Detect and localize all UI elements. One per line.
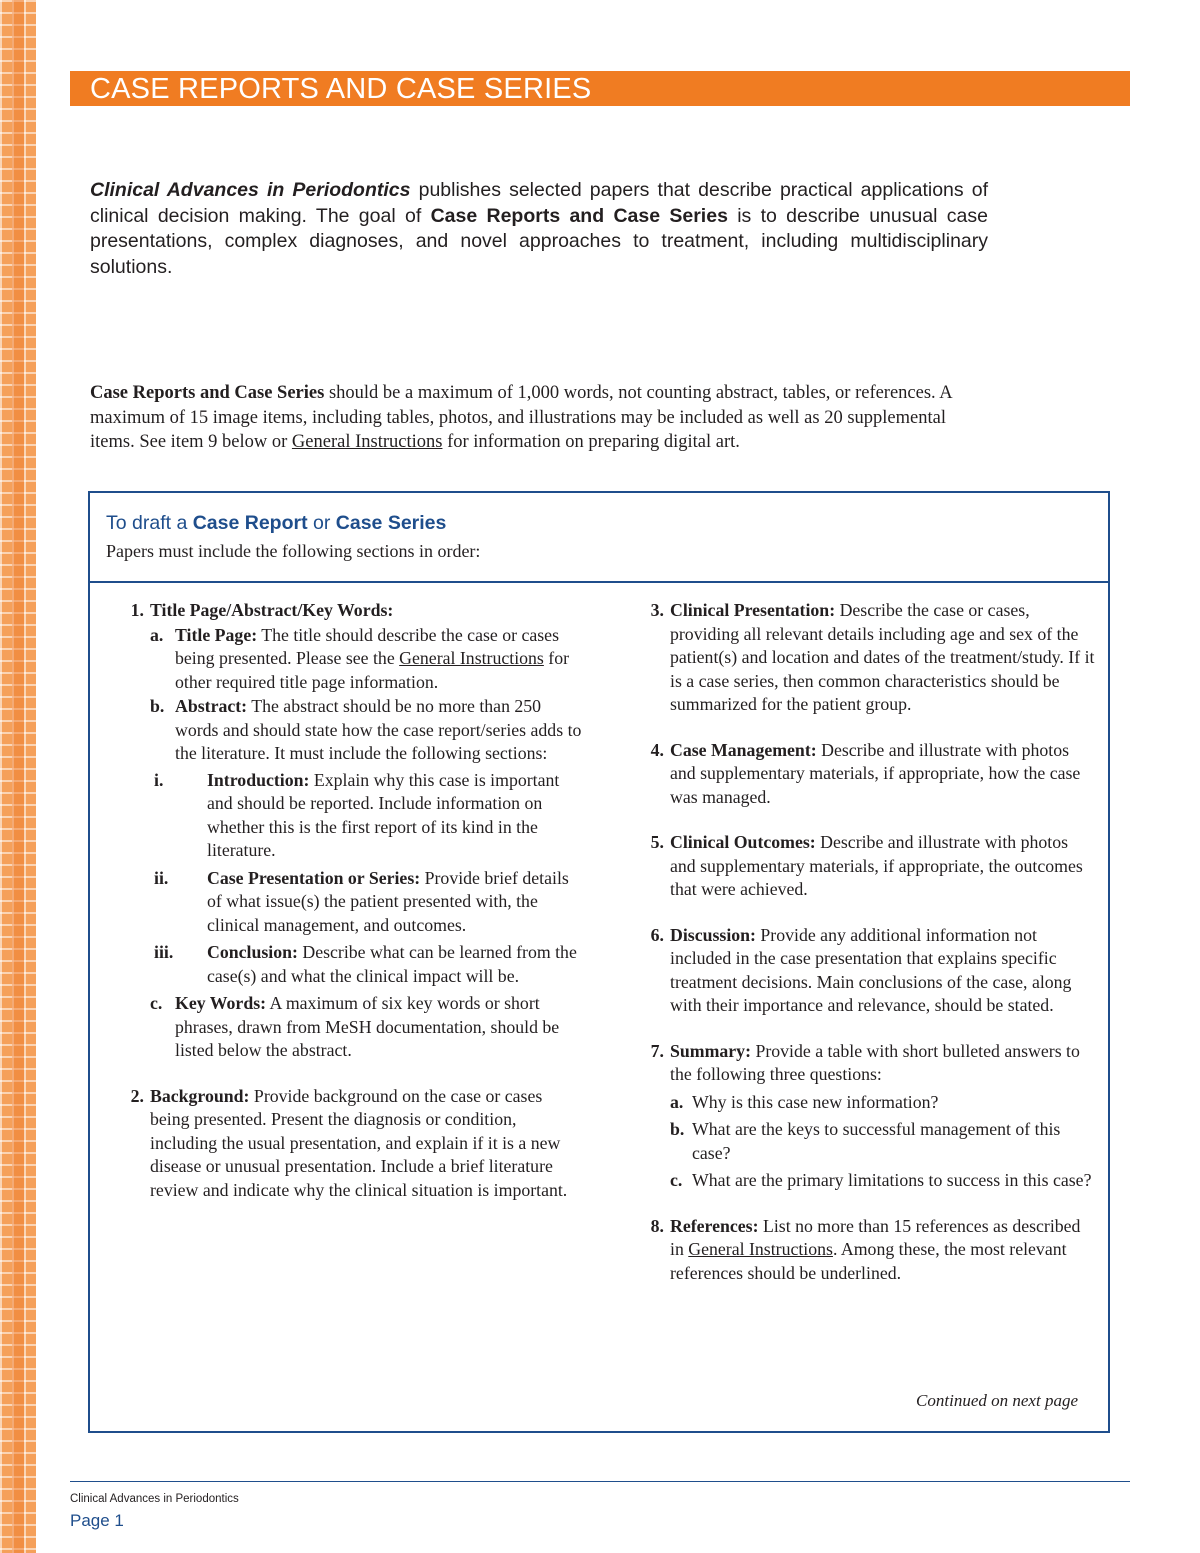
intro-bold-1: Case Reports and Case Series	[430, 204, 728, 227]
section-text: Provide background on the case or cases being presented. Present the diagnosis or condition, including the usual presentation, and explain if it is a new disease or unusual presentation. Include a brief literature review and indicate why the clinical situation is important.	[150, 1085, 568, 1200]
intro-text-1: publishes selected papers that describe practical applications of clinical decision making. The goal of	[90, 179, 989, 227]
intro-paragraph	[90, 178, 988, 280]
subsection-label: Abstract:	[175, 696, 248, 716]
section-label: Case Management:	[670, 739, 817, 760]
subsection-letter: c.	[150, 993, 163, 1013]
section-references	[626, 1215, 1096, 1286]
limits-text-1: should be a maximum of 1,000 words, not counting abstract, tables, or references. A maximum of 15 image items, including tables, photos, and illustrations may be included as well as 20 supplemental items. See item 9 below or	[90, 383, 952, 452]
section-text: Provide a table with short bulleted answers to the following three questions:	[670, 1040, 1080, 1084]
abstract-part-text: Provide brief details of what issue(s) the patient presented with, the clinical management, and outcomes.	[207, 867, 569, 935]
decorative-side-strip	[0, 0, 36, 1553]
header-bar	[70, 71, 1130, 106]
box-header	[90, 493, 1108, 583]
section-text-1: List no more than 15 references as described in	[670, 1215, 1081, 1259]
section-text-2: . Among these, the most relevant references should be underlined.	[670, 1239, 1067, 1283]
subsection-text: The abstract should be no more than 250 words and should state how the case report/series adds to the literature. It must include the following sections:	[175, 696, 582, 763]
question-text: Why is this case new information?	[692, 1091, 939, 1112]
box-title-2: or	[307, 512, 336, 534]
section-summary	[626, 1040, 1096, 1193]
roman-numeral: ii.	[154, 867, 169, 888]
general-instructions-link[interactable]: General Instructions	[291, 432, 443, 452]
section-text: Describe the case or cases, providing all relevant details including age and sex of the patient(s) and location and dates of the treatment/study. If it is a case series, then common characteristics should be summarized for the patient group.	[670, 600, 1095, 714]
abstract-part-text: Explain why this case is important and should be reported. Include information on whether this is the first report of its kind in the literature.	[207, 769, 560, 860]
question-text: What are the keys to successful management of this case?	[692, 1119, 1061, 1163]
section-number: 4.	[650, 739, 664, 760]
abstract-case-presentation	[150, 867, 586, 938]
section-clinical-outcomes	[626, 831, 1096, 902]
section-text: Describe and illustrate with photos and supplementary materials, if appropriate, how the case was managed.	[670, 739, 1081, 807]
question-text: What are the primary limitations to success in this case?	[692, 1170, 1092, 1190]
box-title-1: To draft a	[106, 512, 193, 534]
subsection-abstract	[150, 695, 586, 766]
box-title	[106, 512, 446, 535]
section-title-page	[106, 599, 586, 1063]
right-column	[626, 599, 1096, 1307]
draft-instructions-box	[88, 491, 1110, 1433]
section-background	[106, 1085, 586, 1203]
abstract-introduction	[150, 769, 586, 863]
page-title: CASE REPORTS AND CASE SERIES	[90, 73, 592, 105]
summary-question	[670, 1118, 1096, 1165]
general-instructions-link[interactable]: General Instructions	[688, 1239, 833, 1259]
abstract-part-label: Introduction:	[207, 769, 310, 790]
section-label: Title Page/Abstract/Key Words:	[150, 600, 394, 620]
section-number: 5.	[650, 832, 664, 852]
section-text: Describe and illustrate with photos and supplementary materials, if appropriate, the outcomes that were achieved.	[670, 832, 1083, 899]
limits-text-2: for information on preparing digital art.	[442, 432, 740, 452]
subsection-title-page	[150, 624, 586, 695]
section-number: 2.	[130, 1085, 144, 1106]
section-discussion	[626, 924, 1096, 1018]
section-number: 7.	[650, 1040, 664, 1061]
box-title-bold-2: Case Series	[335, 512, 447, 534]
general-instructions-link[interactable]: General Instructions	[399, 648, 544, 668]
limits-paragraph	[90, 381, 988, 455]
subsection-key-words	[150, 992, 586, 1063]
subsection-text: A maximum of six key words or short phrases, drawn from MeSH documentation, should be listed below the abstract.	[175, 993, 560, 1060]
journal-name: Clinical Advances in Periodontics	[90, 179, 411, 201]
section-number: 6.	[650, 924, 664, 945]
subsection-letter: a.	[150, 624, 164, 645]
footer-divider	[70, 1481, 1130, 1482]
abstract-part-label: Case Presentation or Series:	[207, 867, 421, 888]
subsection-text-2: for other required title page information.	[175, 648, 570, 692]
section-case-management	[626, 739, 1096, 810]
section-label: Clinical Outcomes:	[670, 832, 816, 852]
section-label: Summary:	[670, 1040, 751, 1061]
roman-numeral: i.	[154, 769, 164, 790]
summary-question	[670, 1169, 1096, 1193]
section-label: Clinical Presentation:	[670, 600, 836, 620]
section-label: Discussion:	[670, 924, 756, 945]
abstract-conclusion	[150, 941, 586, 988]
section-number: 1.	[130, 600, 144, 620]
limits-bold: Case Reports and Case Series	[90, 383, 325, 403]
footer-journal-name: Clinical Advances in Periodontics	[70, 1493, 239, 1505]
box-subtitle: Papers must include the following sections in order:	[106, 541, 481, 561]
question-letter: b.	[670, 1119, 685, 1139]
subsection-label: Title Page:	[175, 624, 258, 645]
left-column	[106, 599, 586, 1224]
section-text: Provide any additional information not included in the case presentation that explains specific treatment decisions. Main conclusions of the case, along with their importance and relevance, should be stated.	[670, 924, 1072, 1015]
box-title-bold-1: Case Report	[192, 512, 308, 534]
subsection-letter: b.	[150, 696, 165, 716]
question-letter: a.	[670, 1091, 684, 1112]
summary-question	[670, 1091, 1096, 1115]
subsection-text-1: The title should describe the case or cases being presented. Please see the	[175, 624, 559, 668]
section-clinical-presentation	[626, 599, 1096, 717]
question-letter: c.	[670, 1170, 683, 1190]
roman-numeral: iii.	[154, 942, 174, 962]
continued-note: Continued on next page	[916, 1391, 1078, 1410]
intro-text-2: is to describe unusual case presentations, complex diagnoses, and novel approaches to treatment, including multidisciplinary solutions.	[90, 204, 988, 278]
section-label: References:	[670, 1215, 759, 1236]
abstract-part-text: Describe what can be learned from the case(s) and what the clinical impact will be.	[207, 942, 577, 986]
section-number: 8.	[650, 1215, 664, 1236]
page-number: Page 1	[70, 1511, 124, 1530]
subsection-label: Key Words:	[175, 993, 267, 1013]
section-number: 3.	[650, 600, 664, 620]
abstract-part-label: Conclusion:	[207, 942, 298, 962]
section-label: Background:	[150, 1085, 250, 1106]
